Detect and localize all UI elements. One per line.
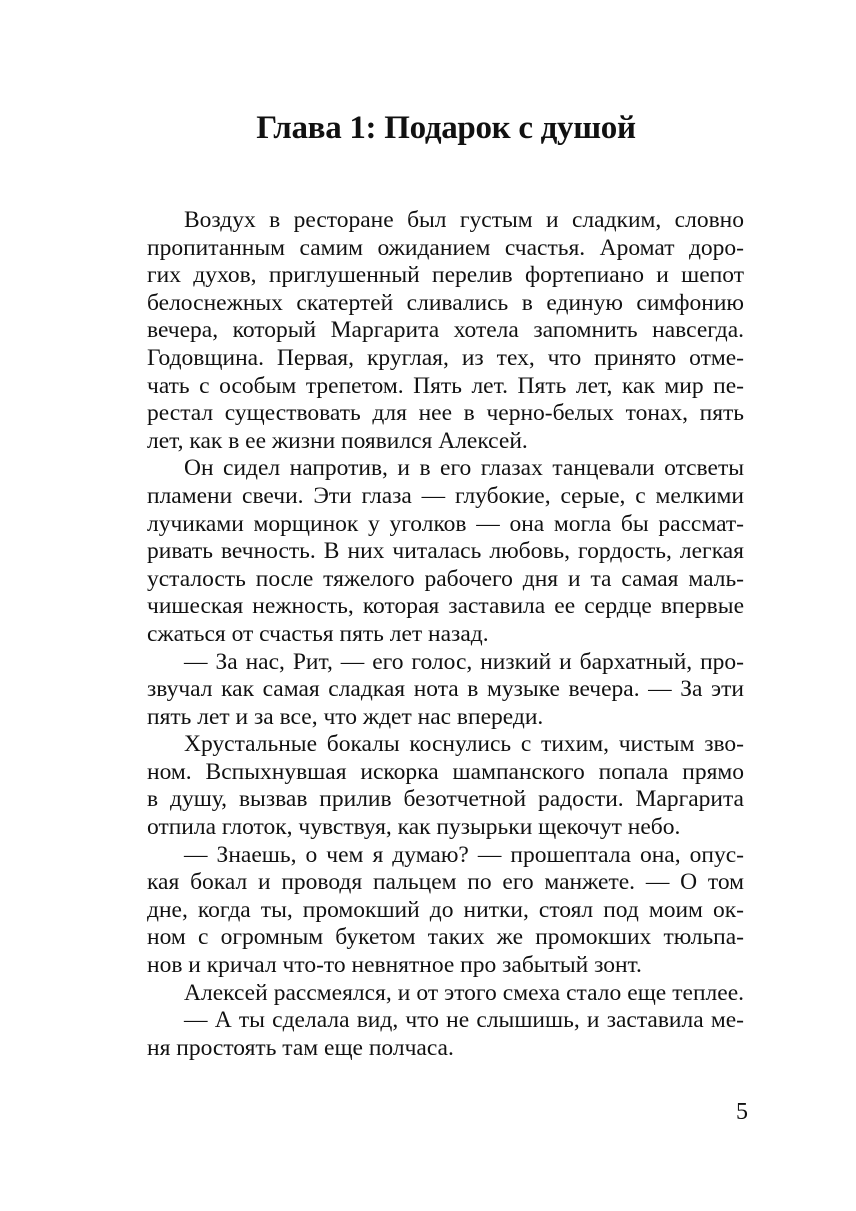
text-line: ном с огромным букетом таких же промокших тюльпа- (147, 924, 744, 951)
text-line: пропитанным самим ожиданием счастья. Аромат доро- (147, 234, 744, 261)
text-line: рестал существовать для нее в черно-белых тонах, пять (147, 400, 744, 427)
text-line: Алексей рассмеялся, и от этого смеха стало еще теплее. (184, 979, 744, 1006)
text-line: усталость после тяжелого рабочего дня и та самая маль- (147, 565, 744, 592)
text-line: лучиками морщинок у уголков — она могла бы рассмат- (147, 510, 744, 537)
text-line: ном. Вспыхнувшая искорка шампанского попала прямо (147, 758, 744, 785)
text-line: — А ты сделала вид, что не слышишь, и заставила ме- (184, 1007, 744, 1034)
text-line: ривать вечность. В них читалась любовь, гордость, легкая (147, 538, 744, 565)
chapter-body (147, 207, 744, 1062)
chapter-title: Глава 1: Подарок с душой (256, 110, 636, 146)
text-line: пламени свечи. Эти глаза — глубокие, серые, с мелкими (147, 482, 744, 509)
text-line: белоснежных скатертей сливались в единую симфонию (147, 289, 744, 316)
page-number: 5 (736, 1099, 748, 1125)
text-line: отпила глоток, чувствуя, как пузырьки щекочут небо. (147, 814, 681, 841)
text-line: дне, когда ты, промокший до нитки, стоял под моим ок- (147, 896, 744, 923)
text-line: Годовщина. Первая, круглая, из тех, что принято отме- (147, 344, 744, 371)
text-line: вечера, который Маргарита хотела запомнить навсегда. (147, 317, 744, 344)
text-line: чать с особым трепетом. Пять лет. Пять лет, как мир пе- (147, 372, 744, 399)
text-line: сжаться от счастья пять лет назад. (147, 620, 489, 647)
text-line: чишеская нежность, которая заставила ее сердце впервые (147, 593, 744, 620)
text-line: звучал как самая сладкая нота в музыке вечера. — За эти (147, 676, 744, 703)
text-line: гих духов, приглушенный перелив фортепиано и шепот (147, 262, 744, 289)
text-line: нов и кричал что-то невнятное про забытый зонт. (147, 952, 642, 979)
text-line: в душу, вызвав прилив безотчетной радости. Маргарита (147, 786, 744, 813)
text-line: — За нас, Рит, — его голос, низкий и бархатный, про- (184, 648, 744, 675)
text-line: кая бокал и проводя пальцем по его манжете. — О том (147, 869, 744, 896)
text-line: — Знаешь, о чем я думаю? — прошептала она, опус- (184, 841, 744, 868)
text-line: Хрустальные бокалы коснулись с тихим, чистым зво- (184, 731, 744, 758)
text-line: лет, как в ее жизни появился Алексей. (147, 427, 528, 454)
text-line: ня простоять там еще полчаса. (147, 1034, 454, 1061)
text-line: Он сидел напротив, и в его глазах танцевали отсветы (184, 455, 744, 482)
text-line: пять лет и за все, что ждет нас впереди. (147, 703, 544, 730)
text-line: Воздух в ресторане был густым и сладким, словно (184, 207, 744, 233)
